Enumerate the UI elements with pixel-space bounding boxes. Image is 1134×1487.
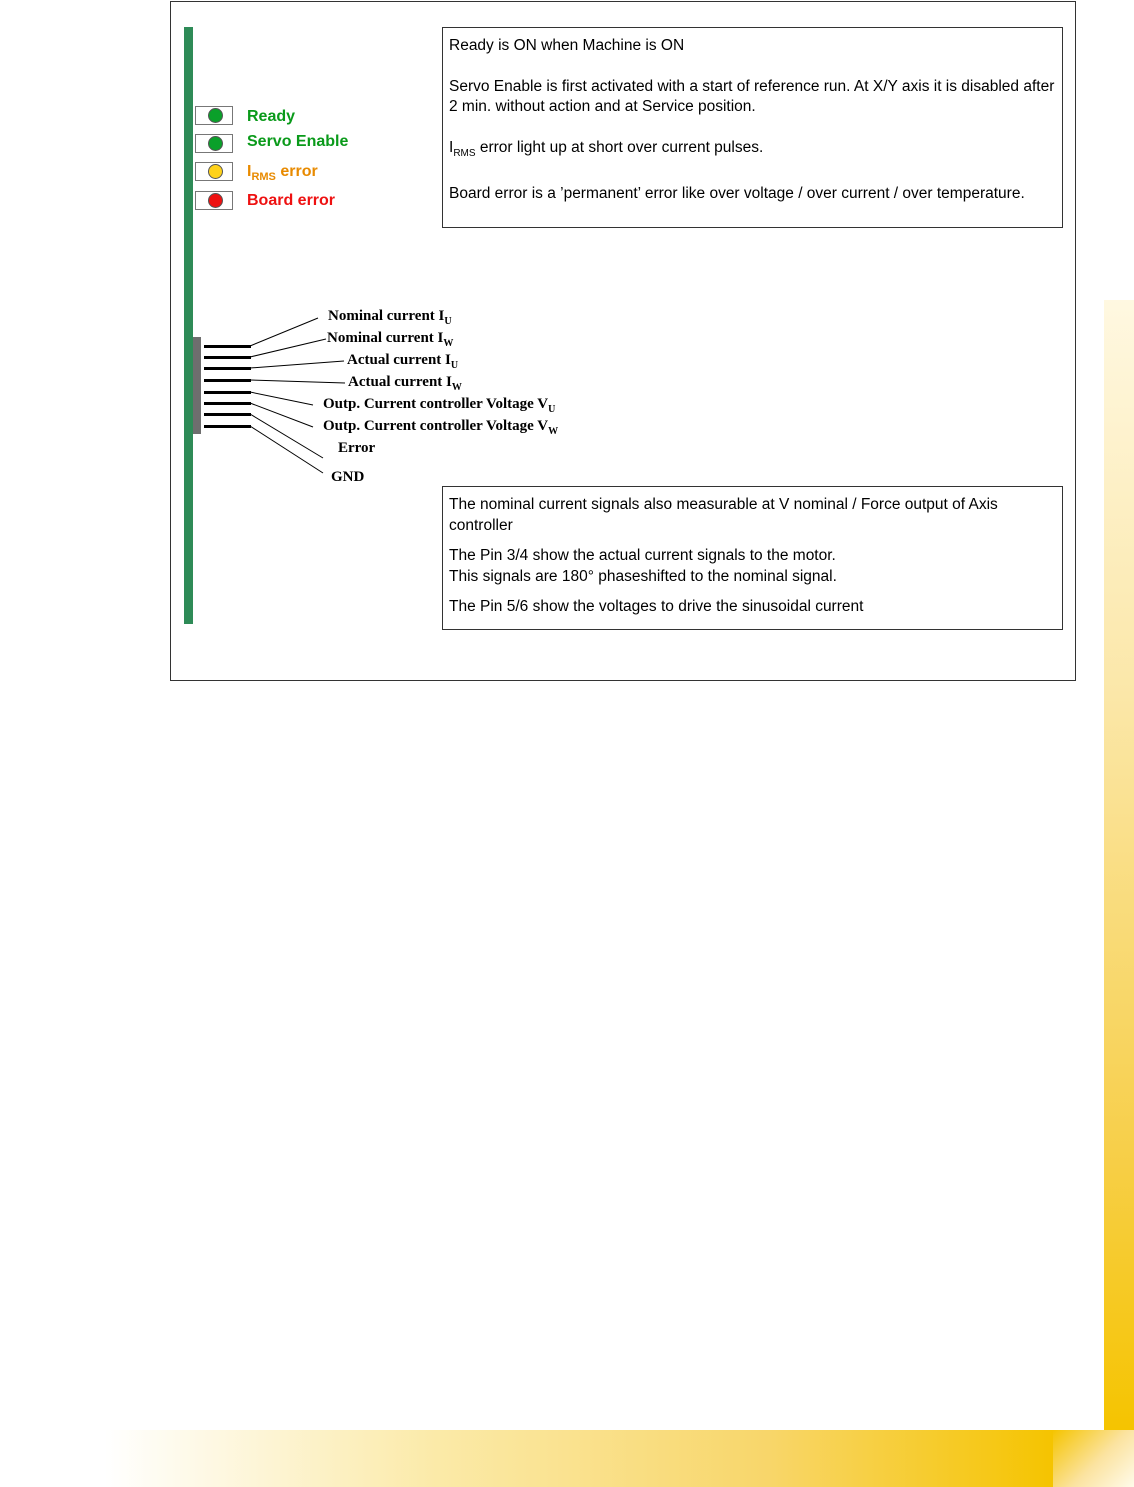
signal-description-box xyxy=(442,486,1063,630)
note-pin-5-6: The Pin 5/6 show the voltages to drive the sinusoidal current xyxy=(449,598,864,615)
signal-label-1: Nominal current $I_U$ xyxy=(328,308,452,327)
leader-line-3 xyxy=(250,361,344,368)
decorative-footer-band xyxy=(105,1430,1053,1487)
led-ready-label: Ready xyxy=(247,108,296,125)
leader-line-8 xyxy=(250,426,323,473)
signal-label-5: Outp. Current controller Voltage $V_U$ xyxy=(323,396,556,415)
signal-label-3: Actual current $I_U$ xyxy=(347,352,459,371)
note-pin-3-4-line-1: The Pin 3/4 show the actual current signals to the motor. xyxy=(449,547,836,564)
note-irms: $I_{RMS}$ error light up at short over current pulses. xyxy=(449,138,764,159)
leader-line-5 xyxy=(250,392,313,405)
note-board-error: Board error is a ’permanent’ error like over voltage / over current / over temperature. xyxy=(449,185,1025,203)
led-irms-error-label: $I_{RMS}$ error xyxy=(247,163,318,184)
leader-line-7 xyxy=(250,414,323,458)
signal-label-7: Error xyxy=(338,440,376,456)
signal-label-2: Nominal current $I_W$ xyxy=(327,330,454,349)
note-nominal-current: The nominal current signals also measurable at V nominal / Force output of Axis controller xyxy=(449,496,998,534)
decorative-footer-corner xyxy=(1053,1430,1134,1487)
led-servo-enable-label: Servo Enable xyxy=(247,133,349,150)
led-board-error-label: Board error xyxy=(247,192,336,209)
led-description-box xyxy=(442,27,1063,228)
note-pin-3-4-line-2: This signals are 180° phaseshifted to the nominal signal. xyxy=(449,567,837,585)
signal-label-6: Outp. Current controller Voltage $V_W$ xyxy=(323,418,559,437)
signal-label-4: Actual current $I_W$ xyxy=(348,374,462,393)
note-ready: Ready is ON when Machine is ON xyxy=(449,37,685,54)
leader-line-4 xyxy=(250,380,345,383)
leader-line-1 xyxy=(250,318,318,346)
note-servo-enable: Servo Enable is first activated with a start of reference run. At X/Y axis it is disabled after 2 min. without action and at Service position. xyxy=(449,77,1055,115)
leader-line-6 xyxy=(250,403,313,427)
signal-label-8: GND xyxy=(331,469,365,485)
